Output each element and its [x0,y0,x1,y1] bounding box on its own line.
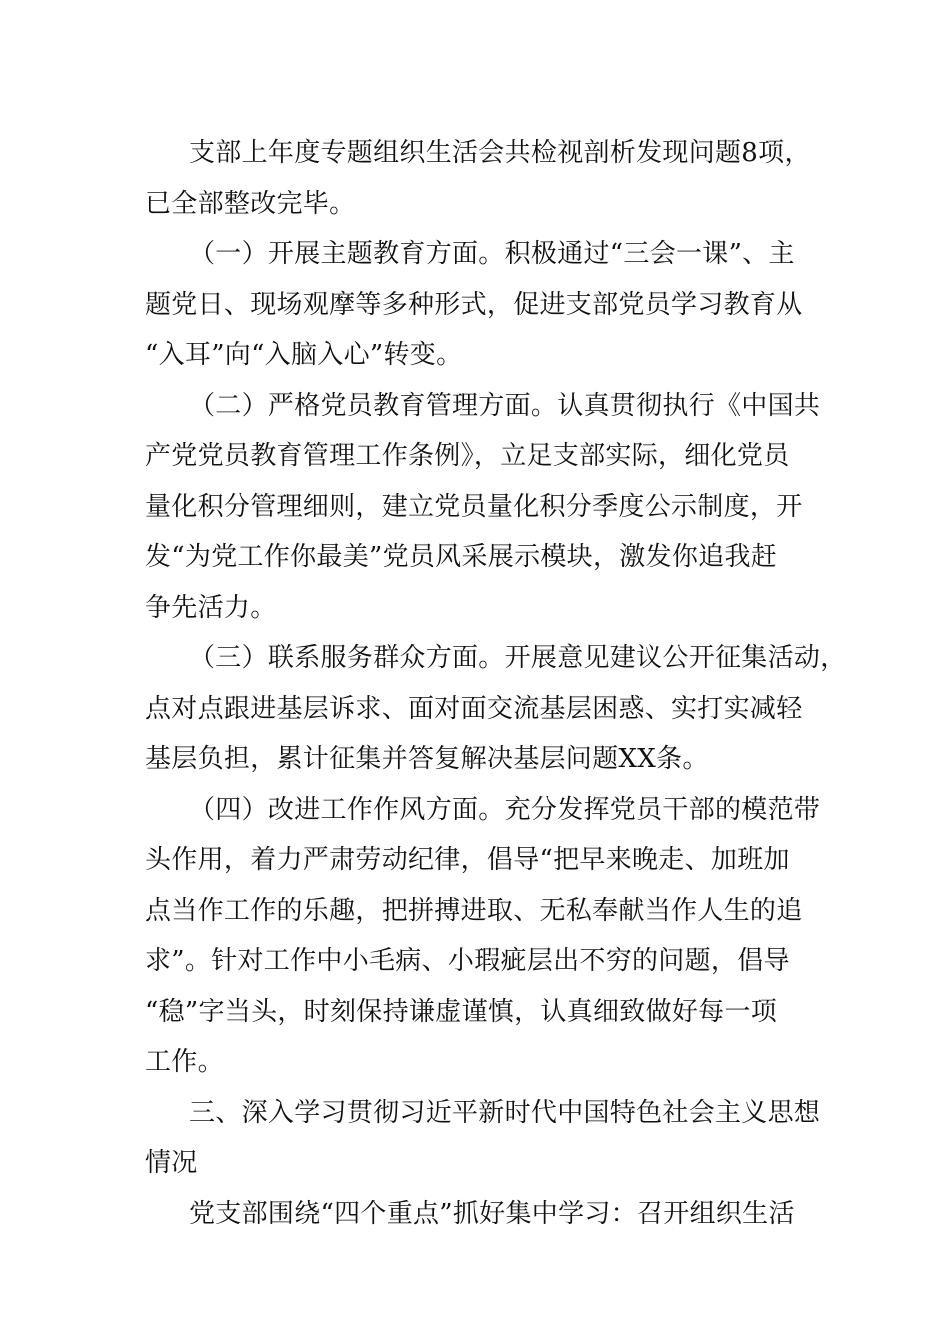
body-line: “入耳”向“入脑入心”转变。 [145,340,463,370]
body-line: （一）开展主题教育方面。积极通过“三会一课”、主 [189,239,795,269]
body-line: 点当作工作的乐趣，把拼搏进取、无私奉献当作人生的追 [145,895,803,926]
body-line: （三）联系服务群众方面。开展意见建议公开征集活动， [189,643,847,673]
section-heading: 情况 [145,1148,198,1178]
body-line: 已全部整改完毕。 [145,188,356,219]
body-line: 支部上年度专题组织生活会共检视剖析发现问题8项， [189,138,811,168]
body-line: 党支部围绕“四个重点”抓好集中学习：召开组织生活 [189,1198,795,1229]
document-body [145,128,847,1239]
body-line: 发“为党工作你最美”党员风采展示模块，激发你追我赶 [145,542,778,572]
body-line: 头作用，着力严肃劳动纪律，倡导“把早来晚走、加班加 [145,845,790,875]
body-line: 题党日、现场观摩等多种形式，促进支部党员学习教育从 [145,289,803,320]
body-line: 求”。针对工作中小毛病、小瑕疵层出不穷的问题，倡导 [145,946,790,976]
body-line: 工作。 [145,1047,224,1077]
body-line: 基层负担，累计征集并答复解决基层问题XX条。 [145,744,709,774]
section-heading: 三、深入学习贯彻习近平新时代中国特色社会主义思想 [189,1097,821,1128]
body-line: （四）改进工作作风方面。充分发挥党员干部的模范带 [189,794,821,825]
body-line: 产党党员教育管理工作条例》，立足支部实际，细化党员 [145,441,790,471]
body-line: （二）严格党员教育管理方面。认真贯彻执行《中国共 [189,390,821,421]
body-line: 量化积分管理细则，建立党员量化积分季度公示制度，开 [145,491,803,522]
body-line: 争先活力。 [145,592,277,623]
body-line: 点对点跟进基层诉求、面对面交流基层困惑、实打实减轻 [145,693,803,724]
body-line: “稳”字当头，时刻保持谦虚谨慎，认真细致做好每一项 [145,996,778,1027]
